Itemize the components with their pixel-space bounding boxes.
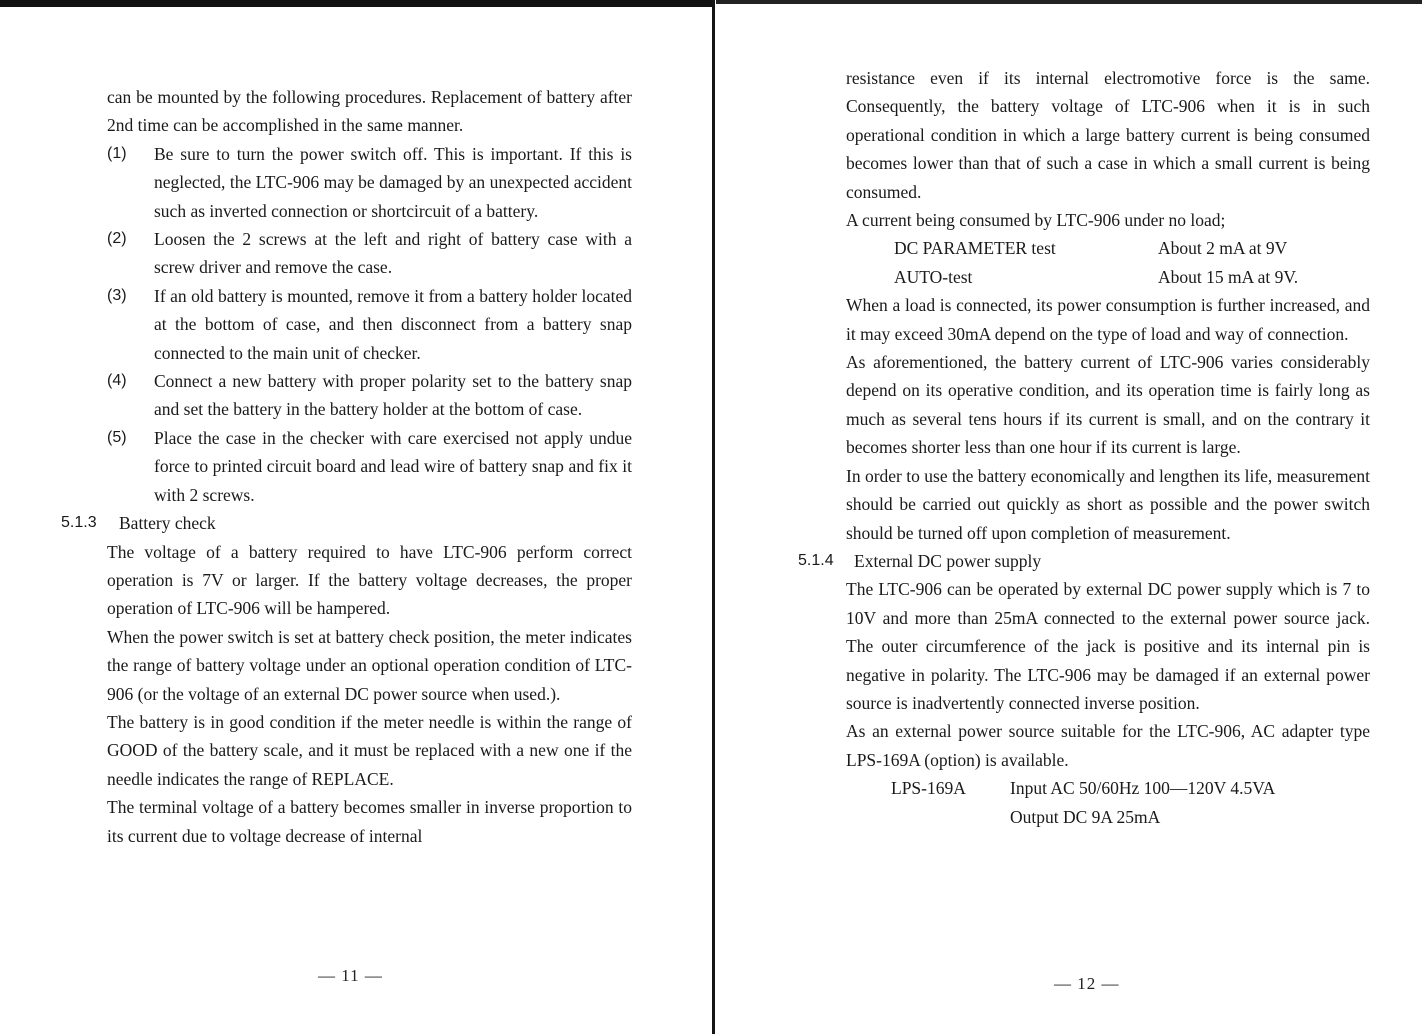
step-text: Connect a new battery with proper polarity set to the battery snap and set the battery in the battery holder at the bottom of case. <box>154 371 632 420</box>
step-item <box>107 282 632 367</box>
left-page-body <box>61 83 632 850</box>
step-item <box>107 140 632 225</box>
step-text: Loosen the 2 screws at the left and right of battery case with a screw driver and remove the case. <box>154 229 632 278</box>
right-page <box>716 0 1422 1034</box>
step-text: Be sure to turn the power switch off. This is important. If this is neglected, the LTC-906 may be damaged by an unexpected accident such as inverted connection or shortcircuit of a battery. <box>154 143 632 221</box>
page-number: — 12 — <box>1054 974 1120 993</box>
section-title: Battery check <box>119 513 216 534</box>
current-table-row <box>846 234 1370 262</box>
step-number: (1) <box>107 144 127 162</box>
adapter-output: Output DC 9A 25mA <box>1010 806 1161 827</box>
current-table-label: AUTO-test <box>894 266 973 287</box>
adapter-spec-row <box>846 803 1370 831</box>
step-number: (5) <box>107 428 127 446</box>
section-number: 5.1.3 <box>61 514 97 532</box>
body-paragraph: The LTC-906 can be operated by external DC power supply which is 7 to 10V and more than 25mA connected to the external power source jack. The outer circumference of the jack is positive and its internal pin is negative in polarity. The LTC-906 may be damaged if an external power source is inadvertently connected inverse position. <box>846 579 1370 713</box>
body-paragraph: In order to use the battery economically and lengthen its life, measurement should be carried out quickly as short as possible and the power switch should be turned off upon completion of measurement. <box>846 465 1370 543</box>
body-paragraph: When a load is connected, its power consumption is further increased, and it may exceed 30mA depend on the type of load and way of connection. <box>846 295 1370 344</box>
book-spine <box>712 0 715 1034</box>
body-paragraph: The voltage of a battery required to have LTC-906 perform correct operation is 7V or larger. If the battery voltage decreases, the proper operation of LTC-906 will be hampered. <box>107 541 632 619</box>
current-table-label: DC PARAMETER test <box>894 238 1056 259</box>
body-paragraph: The terminal voltage of a battery becomes smaller in inverse proportion to its current due to voltage decrease of internal <box>107 797 632 846</box>
adapter-spec-row <box>846 774 1370 802</box>
step-number: (3) <box>107 286 127 304</box>
section-heading <box>798 547 1370 575</box>
adapter-model: LPS-169A <box>891 778 966 799</box>
adapter-input: Input AC 50/60Hz 100—120V 4.5VA <box>1010 778 1276 799</box>
current-table-value: About 2 mA at 9V <box>1158 238 1288 259</box>
step-number: (4) <box>107 372 127 390</box>
current-table-value: About 15 mA at 9V. <box>1158 266 1299 287</box>
body-paragraph: resistance even if its internal electromotive force is the same. Consequently, the battery voltage of LTC-906 when it is in such operational condition in which a large battery current is being consumed becomes lower than that of such a case in which a small current is being consumed. <box>846 68 1370 202</box>
step-text: If an old battery is mounted, remove it from a battery holder located at the bottom of case, and then disconnect from a battery snap connected to the main unit of checker. <box>154 285 632 363</box>
body-paragraph: As an external power source suitable for the LTC-906, AC adapter type LPS-169A (option) is available. <box>846 721 1370 770</box>
right-page-body <box>798 64 1370 831</box>
body-paragraph: The battery is in good condition if the meter needle is within the range of GOOD of the battery scale, and it must be replaced with a new one if the needle indicates the range of REPLACE. <box>107 711 632 789</box>
body-paragraph: As aforementioned, the battery current of LTC-906 varies considerably depend on its operative condition, and its operation time is fairly long as much as several tens hours if its current is small, and on the contrary it becomes shorter less than one hour if its current is large. <box>846 352 1370 458</box>
section-title: External DC power supply <box>854 550 1042 571</box>
current-table-row <box>846 263 1370 291</box>
intro-paragraph: can be mounted by the following procedures. Replacement of battery after 2nd time can be accomplished in the same manner. <box>107 87 632 136</box>
step-item <box>107 367 632 424</box>
section-number: 5.1.4 <box>798 551 834 569</box>
step-item <box>107 424 632 509</box>
step-item <box>107 225 632 282</box>
body-paragraph: A current being consumed by LTC-906 under no load; <box>846 210 1226 231</box>
body-paragraph: When the power switch is set at battery check position, the meter indicates the range of battery voltage under an optional operation condition of LTC-906 (or the voltage of an external DC power source when used.). <box>107 626 632 704</box>
page-number: — 11 — <box>318 966 383 985</box>
step-text: Place the case in the checker with care exercised not apply undue force to printed circuit board and lead wire of battery snap and fix it with 2 screws. <box>154 427 632 505</box>
step-number: (2) <box>107 230 127 248</box>
adapter-spec-spacer <box>846 803 1010 831</box>
section-heading <box>61 509 632 537</box>
